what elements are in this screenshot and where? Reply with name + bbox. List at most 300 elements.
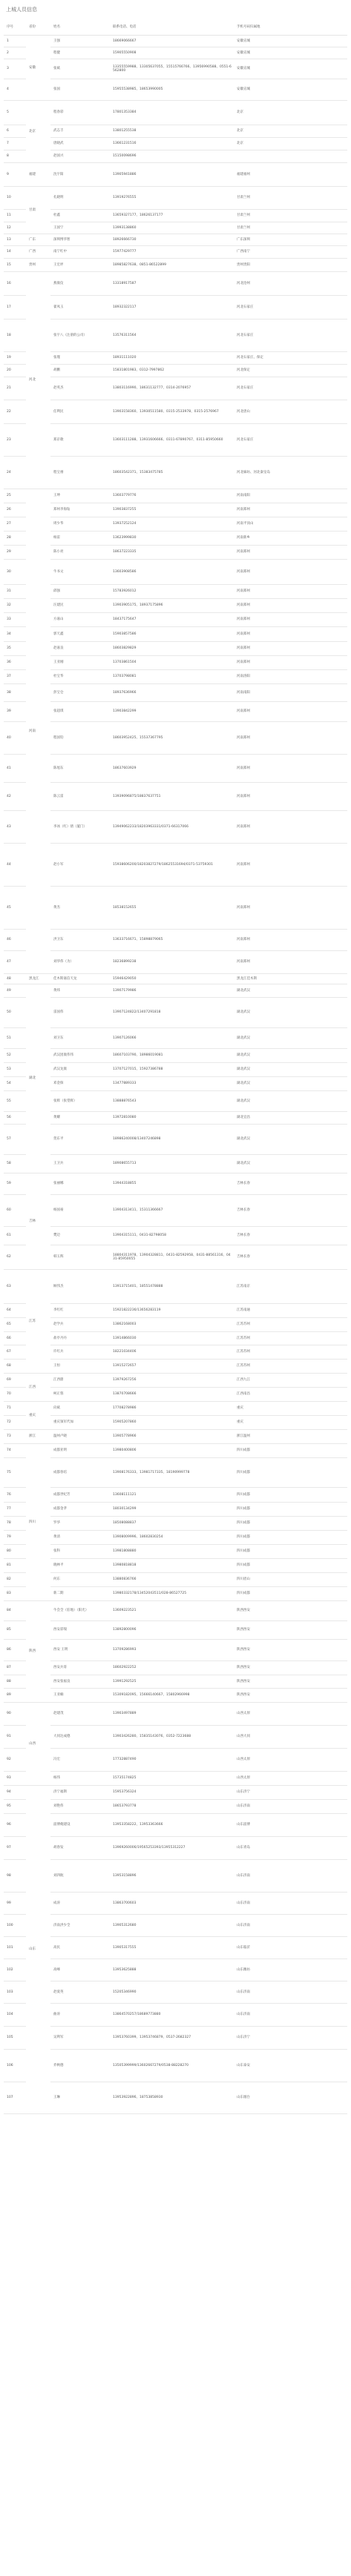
cell-name: 翟凤玉 [50, 296, 110, 319]
cell-index: 89 [4, 1689, 26, 1703]
cell-location: 河南郑州 [234, 755, 347, 783]
cell-location: 福建福州 [234, 163, 347, 187]
cell-name: 黄杰 [50, 887, 110, 930]
cell-phone: 13908176333、13981717335、18190999778 [110, 1458, 234, 1488]
cell-phone: 18637603929 [110, 755, 234, 783]
cell-index: 59 [4, 1173, 26, 1195]
cell-phone: 18908655713 [110, 1155, 234, 1173]
table-header-row [4, 20, 347, 36]
table-row [4, 1227, 347, 1245]
cell-location: 河南郑州 [234, 656, 347, 670]
table-row [4, 424, 347, 457]
cell-index: 76 [4, 1488, 26, 1503]
cell-location: 安徽宣城 [234, 59, 347, 79]
cell-index: 102 [4, 1959, 26, 1981]
cell-name: 西安彩瑞 [50, 1621, 110, 1640]
cell-index: 25 [4, 489, 26, 503]
province-label: 江苏 [29, 1319, 36, 1323]
cell-index: 88 [4, 1675, 26, 1689]
province-label: 江西 [29, 1385, 36, 1389]
cell-index: 80 [4, 1545, 26, 1559]
province-label: 北京 [29, 129, 36, 133]
table-row [4, 1374, 347, 1388]
table-row [4, 36, 347, 47]
cell-phone: 15905550908 [110, 47, 234, 59]
table-row [4, 377, 347, 400]
cell-phone: 13953760399、13953746879、0537-2682327 [110, 2027, 234, 2050]
cell-index: 18 [4, 319, 26, 352]
cell-name: 王亚楠 [50, 1689, 110, 1703]
cell-index: 107 [4, 2082, 26, 2114]
cell-index: 4 [4, 79, 26, 101]
cell-name: 成都金孝 [50, 1503, 110, 1517]
cell-location: 山东烟台 [234, 2082, 347, 2114]
cell-name: 王琳 [50, 2082, 110, 2114]
table-row [4, 234, 347, 246]
cell-name: 胡春发 [50, 1837, 110, 1860]
cell-phone: 15946429050 [110, 974, 234, 984]
cell-province [26, 1703, 50, 1786]
table-row [4, 1959, 347, 1981]
cell-index: 20 [4, 365, 26, 377]
cell-index: 41 [4, 755, 26, 783]
cell-location [234, 150, 347, 163]
cell-index: 34 [4, 627, 26, 642]
cell-index: 97 [4, 1837, 26, 1860]
table-row [4, 722, 347, 755]
cell-phone: 18603829829 [110, 642, 234, 656]
cell-name: 郑京歌 [50, 424, 110, 457]
cell-location: 湖北武汉 [234, 984, 347, 998]
header-name: 姓名 [50, 20, 110, 36]
cell-index: 90 [4, 1703, 26, 1726]
cell-location: 北京 [234, 125, 347, 138]
table-row [4, 887, 347, 930]
header-province: 省份 [26, 20, 50, 36]
cell-phone: 18653793778 [110, 1800, 234, 1814]
cell-index: 22 [4, 400, 26, 424]
table-row [4, 1800, 347, 1814]
cell-name: 方嘉山 [50, 613, 110, 627]
cell-index: 105 [4, 2027, 26, 2050]
cell-name: 南宁红中 [50, 246, 110, 259]
cell-phone: 18437175647 [110, 613, 234, 627]
cell-phone: 13623999830 [110, 532, 234, 546]
table-row [4, 246, 347, 259]
cell-index: 8 [4, 150, 26, 163]
cell-name: 汪建民 [50, 599, 110, 613]
cell-location: 四川成都 [234, 1503, 347, 1517]
cell-name: 郑州李海钻 [50, 503, 110, 517]
province-label: 吉林 [29, 1219, 36, 1223]
table-row [4, 2004, 347, 2027]
cell-phone: 18804311978、13904328811、0431-82592958、0431-88561316、0431-85950055 [110, 1245, 234, 1270]
cell-name: 赵建茂 [50, 1703, 110, 1726]
cell-phone: 13944318855 [110, 1173, 234, 1195]
cell-phone: 13914866030 [110, 1332, 234, 1345]
table-row [4, 138, 347, 150]
cell-name: 武汉团康伟伟 [50, 1049, 110, 1063]
cell-name: 任利民 [50, 400, 110, 424]
cell-index: 51 [4, 1028, 26, 1049]
cell-name: 雷国伟 [50, 998, 110, 1028]
cell-index: 75 [4, 1458, 26, 1488]
table-row [4, 1416, 347, 1430]
cell-index: 53 [4, 1063, 26, 1077]
cell-name: 张斌 [50, 59, 110, 79]
cell-name: 高民 [50, 1937, 110, 1959]
cell-location: 河南郑州 [234, 627, 347, 642]
cell-name: 冯宏 [50, 1749, 110, 1772]
cell-location: 湖北武汉 [234, 1028, 347, 1049]
table-row [4, 1125, 347, 1155]
cell-phone: 13980400806 [110, 1444, 234, 1458]
table-row [4, 1245, 347, 1270]
cell-phone: 13953158896 [110, 1860, 234, 1893]
table-row [4, 783, 347, 811]
cell-phone: 18236899238 [110, 951, 234, 974]
province-label: 广东 [29, 237, 36, 242]
cell-phone: 15831801983、0312-7997862 [110, 365, 234, 377]
cell-location: 河南洛阳 [234, 670, 347, 684]
cell-location: 陕西西安 [234, 1689, 347, 1703]
cell-index: 86 [4, 1640, 26, 1661]
table-row [4, 998, 347, 1028]
province-label: 湖北 [29, 1076, 36, 1081]
header-phone: 联系电话、电话 [110, 20, 234, 36]
cell-location: 山东济南 [234, 1893, 347, 1915]
cell-location: 江西南昌 [234, 1388, 347, 1402]
cell-phone: 13659327177、18626137177 [110, 210, 234, 222]
cell-index: 84 [4, 1601, 26, 1621]
cell-name: 胡鹏 [50, 365, 110, 377]
cell-province [26, 1402, 50, 1430]
cell-phone: 13609223521 [110, 1601, 234, 1621]
table-row [4, 125, 347, 138]
cell-name: 李冰（红）倩（厦门） [50, 811, 110, 844]
cell-location: 湖北武汉 [234, 1049, 347, 1063]
cell-location: 江苏苏州 [234, 1360, 347, 1374]
cell-province [26, 1430, 50, 1444]
table-row [4, 1028, 347, 1049]
table-row [4, 59, 347, 79]
cell-index: 72 [4, 1416, 26, 1430]
table-row [4, 296, 347, 319]
cell-province [26, 259, 50, 272]
cell-province [26, 1786, 50, 2114]
province-label: 河北 [29, 378, 36, 383]
cell-index: 17 [4, 296, 26, 319]
cell-phone: 13904315111、0431-82798058 [110, 1227, 234, 1245]
cell-phone: 13903497889 [110, 1703, 234, 1726]
cell-phone: 13907124822/13407291818 [110, 998, 234, 1028]
cell-name: 刘艳伟 [50, 1800, 110, 1814]
cell-index: 28 [4, 532, 26, 546]
table-row [4, 1621, 347, 1640]
cell-index: 14 [4, 246, 26, 259]
cell-index: 103 [4, 1981, 26, 2004]
table-row [4, 1915, 347, 1937]
cell-index: 58 [4, 1155, 26, 1173]
cell-index: 100 [4, 1915, 26, 1937]
cell-name: 曲涛 [50, 2004, 110, 2027]
table-row [4, 627, 347, 642]
cell-location: 河南郑州 [234, 599, 347, 613]
cell-phone: 13980332178/13452043511/028-86527725 [110, 1587, 234, 1601]
cell-phone: 13903158360、13930511580、0315-2533978、0315-2576967 [110, 400, 234, 424]
table-row [4, 1689, 347, 1703]
province-label: 山西 [29, 1741, 36, 1746]
cell-name: 贺东平 [50, 1125, 110, 1155]
table-row [4, 319, 347, 352]
cell-phone: 13905941886 [110, 163, 234, 187]
cell-name: 西安 王明 [50, 1640, 110, 1661]
table-row [4, 457, 347, 489]
cell-index: 23 [4, 424, 26, 457]
cell-phone: 13949062233/18203963331/0371-66317066 [110, 811, 234, 844]
cell-phone: 13953922896、18753858930 [110, 2082, 234, 2114]
cell-location: 河南南阳 [234, 684, 347, 702]
cell-name: 郭天鑫 [50, 627, 110, 642]
table-row [4, 1402, 347, 1416]
cell-index: 94 [4, 1786, 26, 1800]
cell-location: 河北唐山 [234, 400, 347, 424]
cell-name: 王强 [50, 36, 110, 47]
cell-phone: 13907126066 [110, 1028, 234, 1049]
cell-phone: 18602922252 [110, 1661, 234, 1675]
cell-phone: 13803116990、18631132777、0314-2076957 [110, 377, 234, 400]
cell-index: 79 [4, 1531, 26, 1545]
cell-name: 张丽娜 [50, 1173, 110, 1195]
cell-location: 河南郑州 [234, 702, 347, 722]
cell-name: 杨雷 [50, 532, 110, 546]
cell-index: 78 [4, 1517, 26, 1531]
cell-index: 69 [4, 1374, 26, 1388]
cell-phone: 13903426280、15835143076、0352-7223688 [110, 1726, 234, 1749]
cell-index: 73 [4, 1430, 26, 1444]
cell-name: 淄博俺建设 [50, 1814, 110, 1837]
cell-index: 16 [4, 272, 26, 296]
cell-location: 陕西西安 [234, 1640, 347, 1661]
table-row [4, 1573, 347, 1587]
cell-location: 江苏南通 [234, 1304, 347, 1318]
table-row [4, 844, 347, 887]
table-row [4, 1517, 347, 1531]
cell-name: 王坤 [50, 489, 110, 503]
cell-index: 21 [4, 377, 26, 400]
table-row [4, 1304, 347, 1318]
cell-province [26, 234, 50, 246]
cell-name: 济南洪少全 [50, 1915, 110, 1937]
table-row [4, 1444, 347, 1458]
cell-location: 河北石家庄 [234, 296, 347, 319]
cell-phone: 13980818818 [110, 1559, 234, 1573]
cell-location: 四川成都 [234, 1517, 347, 1531]
cell-name: 黄清 [50, 1531, 110, 1545]
cell-phone: 15938606200/18203827279/18625531694/0371-53759301 [110, 844, 234, 887]
cell-name: 陈小亮 [50, 546, 110, 560]
cell-phone: 18986240008/13407246898 [110, 1125, 234, 1155]
cell-index: 39 [4, 702, 26, 722]
cell-location: 吉林长春 [234, 1195, 347, 1227]
cell-location: 四川成都 [234, 1444, 347, 1458]
cell-phone: 13939096875/18837637751 [110, 783, 234, 811]
table-row [4, 1173, 347, 1195]
cell-province [26, 984, 50, 1173]
cell-location: 安徽宣城 [234, 47, 347, 59]
cell-province [26, 1173, 50, 1270]
table-row [4, 365, 347, 377]
cell-name: 陈云雷 [50, 783, 110, 811]
cell-name: 杜鑫 [50, 210, 110, 222]
cell-phone: 13318917587 [110, 272, 234, 296]
table-row [4, 1749, 347, 1772]
table-row [4, 1640, 347, 1661]
cell-name: 刘四航 [50, 1860, 110, 1893]
cell-location: 贵州贵阳 [234, 259, 347, 272]
cell-index: 65 [4, 1318, 26, 1332]
cell-name: 陈旭东 [50, 755, 110, 783]
cell-index: 62 [4, 1245, 26, 1270]
cell-phone: 13608111121 [110, 1488, 234, 1503]
province-label: 山东 [29, 1947, 36, 1952]
cell-location: 广东深圳 [234, 234, 347, 246]
cell-phone: 18926666730 [110, 234, 234, 246]
cell-phone: 17801353384 [110, 101, 234, 125]
cell-phone: 18508088837 [110, 1517, 234, 1531]
cell-index: 82 [4, 1573, 26, 1587]
table-row [4, 1587, 347, 1601]
table-row [4, 1703, 347, 1726]
cell-index: 24 [4, 457, 26, 489]
cell-index: 38 [4, 684, 26, 702]
cell-location: 甘肃兰州 [234, 222, 347, 234]
cell-name: 江西鼎 [50, 1374, 110, 1388]
cell-index: 6 [4, 125, 26, 138]
cell-index: 32 [4, 599, 26, 613]
cell-location: 江苏苏州 [234, 1318, 347, 1332]
cell-phone: 18937636966 [110, 684, 234, 702]
cell-location: 吉林长春 [234, 1173, 347, 1195]
header-index: 序号 [4, 20, 26, 36]
cell-index: 37 [4, 670, 26, 684]
cell-phone: 18607103790、18986019081 [110, 1049, 234, 1063]
cell-phone: 13892800096 [110, 1621, 234, 1640]
cell-location: 河南郑州 [234, 613, 347, 627]
cell-name: 深圳博华智 [50, 234, 110, 246]
cell-name: 彭宝仓 [50, 684, 110, 702]
cell-location: 山东济南 [234, 1981, 347, 2004]
cell-index: 43 [4, 811, 26, 844]
cell-name: 唐晓武 [50, 138, 110, 150]
cell-phone: 13953625888 [110, 1959, 234, 1981]
cell-name: 高峰 [50, 1959, 110, 1981]
cell-location: 河南郑州 [234, 503, 347, 517]
cell-phone: 13576311564 [110, 319, 234, 352]
cell-location: 河南郑州 [234, 783, 347, 811]
cell-phone: 13919276555 [110, 187, 234, 210]
table-row [4, 1726, 347, 1749]
cell-location: 北京 [234, 101, 347, 125]
cell-phone: 18030134299 [110, 1503, 234, 1517]
cell-index: 9 [4, 163, 26, 187]
cell-province [26, 272, 50, 489]
cell-location: 广西南宁 [234, 246, 347, 259]
cell-phone: 13908009996、18602830254 [110, 1531, 234, 1545]
table-row [4, 811, 347, 844]
province-label: 河南 [29, 729, 36, 733]
table-row [4, 503, 347, 517]
cell-index: 74 [4, 1444, 26, 1458]
cell-name: 成都春培 [50, 1458, 110, 1488]
cell-index: 99 [4, 1893, 26, 1915]
table-row [4, 1345, 347, 1360]
province-label: 贵州 [29, 262, 36, 267]
cell-phone: 13903905175、18937175896 [110, 599, 234, 613]
cell-location: 山东济南 [234, 1860, 347, 1893]
cell-phone: 13603111288、13931606666、0311-67890767、0311-85950660 [110, 424, 234, 457]
cell-name: 程春彩 [50, 101, 110, 125]
table-row [4, 2027, 347, 2050]
cell-location: 湖北武汉 [234, 1091, 347, 1112]
cell-phone: 15903857586 [110, 627, 234, 642]
cell-province [26, 1444, 50, 1601]
cell-location: 安徽宣城 [234, 79, 347, 101]
cell-province [26, 163, 50, 187]
cell-location: 山西太原 [234, 1772, 347, 1786]
cell-index: 15 [4, 259, 26, 272]
cell-index: 42 [4, 783, 26, 811]
cell-name: 武汉龙康 [50, 1063, 110, 1077]
cell-name: 孔晓明 [50, 187, 110, 210]
cell-name: 洪卫东 [50, 930, 110, 951]
cell-index: 98 [4, 1860, 26, 1893]
province-label: 陕西 [29, 1649, 36, 1654]
cell-location: 山东淄博 [234, 1814, 347, 1837]
header-location: 手机号码归属地 [234, 20, 347, 36]
table-row [4, 1155, 347, 1173]
table-row [4, 656, 347, 670]
cell-index: 63 [4, 1270, 26, 1304]
cell-phone: 13905778966 [110, 1430, 234, 1444]
cell-location: 湖北宜昌 [234, 1112, 347, 1125]
cell-location: 四川成都 [234, 1488, 347, 1503]
cell-index: 81 [4, 1559, 26, 1573]
cell-name: 济宁福斯 [50, 1786, 110, 1800]
cell-phone: 13880836766 [110, 1573, 234, 1587]
cell-phone: 13903837255 [110, 503, 234, 517]
cell-phone: 13903842299 [110, 702, 234, 722]
cell-location: 甘肃兰州 [234, 187, 347, 210]
cell-phone: 15977429777 [110, 246, 234, 259]
cell-location: 陕西西安 [234, 1601, 347, 1621]
cell-index: 47 [4, 951, 26, 974]
table-row [4, 599, 347, 613]
cell-phone: 13505399999/13602667279/0538-88228270 [110, 2050, 234, 2082]
cell-phone: 13888876543 [110, 1091, 234, 1112]
cell-province [26, 246, 50, 259]
cell-phone: 15905207860 [110, 1416, 234, 1430]
cell-phone: 13709286993 [110, 1640, 234, 1661]
table-row [4, 1661, 347, 1675]
province-label: 重庆 [29, 1413, 36, 1417]
cell-index: 71 [4, 1402, 26, 1416]
cell-name: 赵小军 [50, 844, 110, 887]
cell-location: 河北石家庄、保定 [234, 352, 347, 365]
table-row [4, 670, 347, 684]
table-row [4, 532, 347, 546]
cell-location: 安徽宣城 [234, 36, 347, 47]
